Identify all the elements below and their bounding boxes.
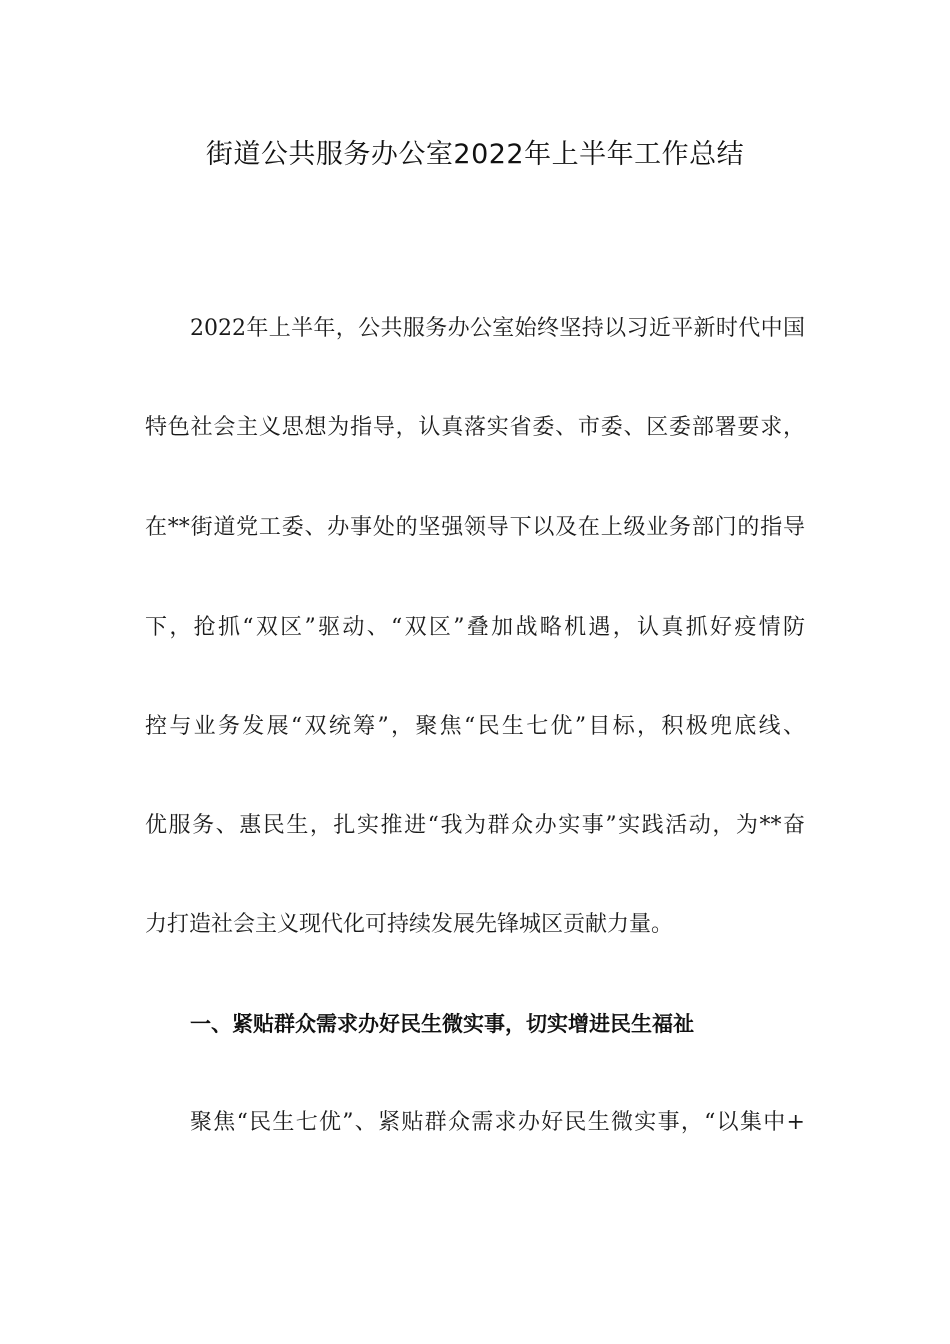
intro-paragraph-line: 2022年上半年，公共服务办公室始终坚持以习近平新时代中国 xyxy=(190,316,805,341)
intro-paragraph-line: 优服务、惠民生，扎实推进“我为群众办实事”实践活动，为**奋 xyxy=(145,813,805,838)
intro-paragraph-line: 控与业务发展“双统筹”，聚焦“民生七优”目标，积极兜底线、 xyxy=(145,714,805,739)
section-heading: 一、紧贴群众需求办好民生微实事，切实增进民生福祉 xyxy=(190,1012,694,1036)
intro-paragraph-line: 下，抢抓“双区”驱动、“双区”叠加战略机遇，认真抓好疫情防 xyxy=(145,615,805,640)
intro-paragraph-line: 力打造社会主义现代化可持续发展先锋城区贡献力量。 xyxy=(145,912,674,937)
intro-paragraph-line: 特色社会主义思想为指导，认真落实省委、市委、区委部署要求， xyxy=(145,415,805,440)
section-paragraph-line: 聚焦“民生七优”、紧贴群众需求办好民生微实事，“以集中+ xyxy=(190,1110,805,1135)
document-title: 街道公共服务办公室2022年上半年工作总结 xyxy=(205,139,745,170)
intro-paragraph-line: 在**街道党工委、办事处的坚强领导下以及在上级业务部门的指导 xyxy=(145,515,805,540)
